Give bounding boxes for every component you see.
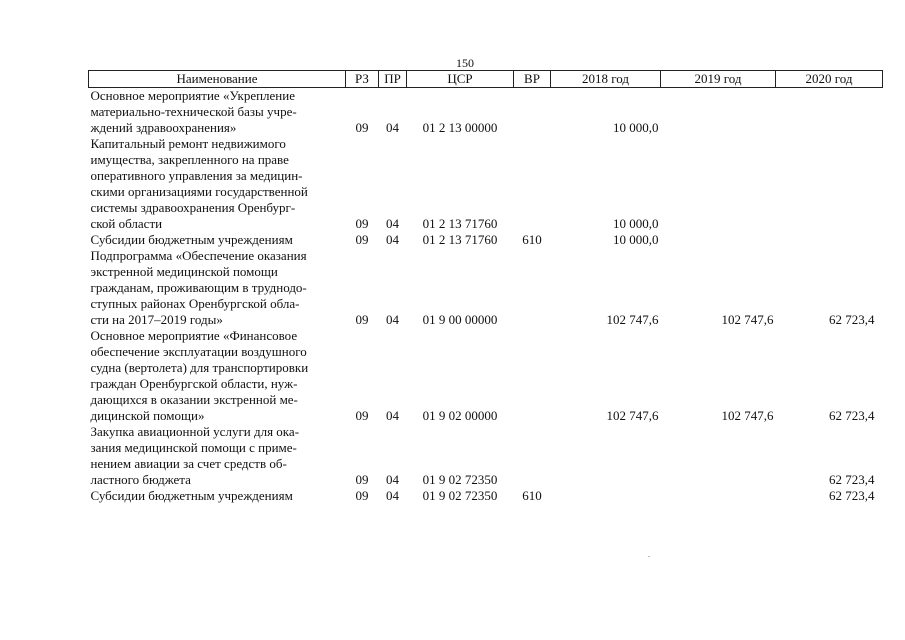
row-2020: 62 723,4 [829, 408, 875, 423]
row-2019 [661, 488, 776, 504]
row-2018: 10 000,0 [613, 120, 659, 135]
row-csr: 01 9 00 00000 [422, 312, 498, 327]
row-2020: 62 723,4 [829, 312, 875, 327]
row-name-line: Субсидии бюджетным учреждениям [90, 232, 293, 247]
row-name-line: обеспечение эксплуатации воздушного [90, 344, 307, 359]
header-rz: РЗ [346, 71, 379, 88]
row-rz: 09 [355, 312, 369, 327]
row-name [89, 248, 346, 328]
row-2019: 102 747,6 [721, 312, 774, 327]
row-2020 [776, 232, 883, 248]
row-pr: 04 [386, 472, 399, 487]
row-rz: 09 [355, 216, 369, 231]
row-rz: 09 [355, 472, 369, 487]
row-name-line: ластного бюджета [90, 472, 191, 487]
row-csr: 01 9 02 72350 [422, 488, 498, 503]
row-vr [514, 88, 551, 137]
row-2018: 10 000,0 [613, 232, 659, 247]
row-name-line: Основное мероприятие «Финансовое [90, 328, 298, 343]
table-row [89, 136, 883, 232]
row-name-line: системы здравоохранения Оренбург- [90, 200, 296, 215]
table-row [89, 248, 883, 328]
row-name-line: ской области [90, 216, 163, 231]
row-name-line: граждан Оренбургской области, нуж- [90, 376, 298, 391]
row-name-line: ждений здравоохранения» [90, 120, 237, 135]
row-csr: 01 2 13 00000 [422, 120, 498, 135]
row-rz: 09 [355, 408, 369, 423]
row-name-line: материально-технической базы учре- [90, 104, 297, 119]
table-body [89, 88, 883, 505]
row-name-line: гражданам, проживающим в труднодо- [90, 280, 307, 295]
row-name-line: дицинской помощи» [90, 408, 205, 423]
row-pr: 04 [386, 312, 399, 327]
row-rz: 09 [355, 488, 369, 503]
row-name-line: Закупка авиационной услуги для ока- [90, 424, 300, 439]
row-2019 [661, 136, 776, 232]
row-name [89, 424, 346, 488]
row-pr: 04 [386, 120, 399, 135]
header-2019: 2019 год [661, 71, 776, 88]
row-name-line: дающихся в оказании экстренной ме- [90, 392, 298, 407]
header-2018: 2018 год [551, 71, 661, 88]
row-vr [514, 248, 551, 328]
row-2018 [551, 488, 661, 504]
budget-table [88, 70, 883, 504]
row-name-line: нением авиации за счет средств об- [90, 456, 287, 471]
table-row [89, 88, 883, 137]
row-2019 [661, 88, 776, 137]
row-2018 [551, 424, 661, 488]
row-name [89, 328, 346, 424]
row-2020 [776, 136, 883, 232]
table-row [89, 488, 883, 504]
header-vr: ВР [514, 71, 551, 88]
row-2019: 102 747,6 [721, 408, 774, 423]
row-csr: 01 9 02 72350 [422, 472, 498, 487]
page-number: 150 [456, 56, 474, 70]
row-name-line: Субсидии бюджетным учреждениям [90, 488, 293, 503]
row-2020 [776, 88, 883, 137]
header-csr: ЦСР [407, 71, 514, 88]
row-name-line: Подпрограмма «Обеспечение оказания [90, 248, 307, 263]
row-csr: 01 2 13 71760 [422, 216, 498, 231]
row-2018: 102 747,6 [606, 312, 659, 327]
row-vr [514, 136, 551, 232]
table-row [89, 232, 883, 248]
row-rz: 09 [355, 232, 369, 247]
row-name-line: скими организациями государственной [90, 184, 308, 199]
row-name-line: имущества, закрепленного на праве [90, 152, 289, 167]
row-vr [514, 424, 551, 488]
row-csr: 01 9 02 00000 [422, 408, 498, 423]
scan-speck [648, 556, 650, 557]
row-name [89, 488, 346, 504]
row-pr: 04 [386, 216, 399, 231]
header-name: Наименование [89, 71, 346, 88]
row-name-line: ступных районах Оренбургской обла- [90, 296, 300, 311]
row-name-line: Основное мероприятие «Укрепление [90, 88, 295, 103]
row-2019 [661, 424, 776, 488]
row-name-line: оперативного управления за медицин- [90, 168, 303, 183]
table-header-row [89, 71, 883, 88]
row-pr: 04 [386, 232, 399, 247]
row-rz: 09 [355, 120, 369, 135]
row-2020: 62 723,4 [829, 472, 875, 487]
row-name [89, 88, 346, 137]
row-name-line: судна (вертолета) для транспортировки [90, 360, 309, 375]
row-pr: 04 [386, 408, 399, 423]
row-csr: 01 2 13 71760 [422, 232, 498, 247]
row-vr: 610 [522, 488, 542, 503]
row-name [89, 232, 346, 248]
table-row [89, 424, 883, 488]
row-name [89, 136, 346, 232]
row-name-line: Капитальный ремонт недвижимого [90, 136, 286, 151]
row-vr [514, 328, 551, 424]
row-pr: 04 [386, 488, 399, 503]
table-row [89, 328, 883, 424]
header-2020: 2020 год [776, 71, 883, 88]
row-name-line: зания медицинской помощи с приме- [90, 440, 297, 455]
row-2018: 102 747,6 [606, 408, 659, 423]
row-vr: 610 [522, 232, 542, 247]
row-2020: 62 723,4 [829, 488, 875, 503]
row-name-line: экстренной медицинской помощи [90, 264, 278, 279]
row-name-line: сти на 2017–2019 годы» [90, 312, 223, 327]
header-pr: ПР [379, 71, 407, 88]
row-2019 [661, 232, 776, 248]
row-2018: 10 000,0 [613, 216, 659, 231]
